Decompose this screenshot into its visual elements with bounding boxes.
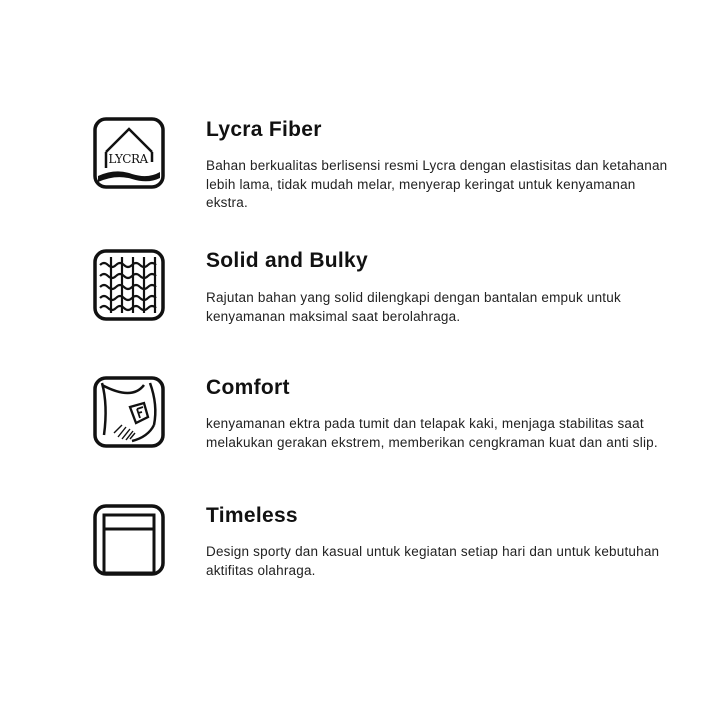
window-frame-icon bbox=[92, 503, 166, 577]
woven-fabric-icon bbox=[92, 248, 166, 322]
lycra-logo-icon bbox=[92, 116, 166, 190]
feature-description: Bahan berkualitas berlisensi resmi Lycra dengan elastisitas dan ketahanan lebih lama, tidak mudah melar, menyerap keringat untuk kenyamanan ekstra. bbox=[206, 158, 668, 210]
feature-description: kenyamanan ektra pada tumit dan telapak kaki, menjaga stabilitas saat melakukan gerakan ekstrem, memberikan cengkraman kuat dan anti slip. bbox=[206, 416, 658, 450]
sock-heel-icon bbox=[92, 375, 166, 449]
feature-description: Design sporty dan kasual untuk kegiatan setiap hari dan untuk kebutuhan aktifitas olahraga. bbox=[206, 544, 660, 578]
feature-description: Rajutan bahan yang solid dilengkapi dengan bantalan empuk untuk kenyamanan maksimal saat berolahraga. bbox=[206, 290, 621, 324]
feature-title: Solid and Bulky bbox=[206, 249, 369, 272]
feature-title: Timeless bbox=[206, 504, 298, 527]
svg-text:LYCRA: LYCRA bbox=[108, 152, 148, 166]
feature-title: Comfort bbox=[206, 376, 290, 399]
feature-title: Lycra Fiber bbox=[206, 118, 322, 141]
